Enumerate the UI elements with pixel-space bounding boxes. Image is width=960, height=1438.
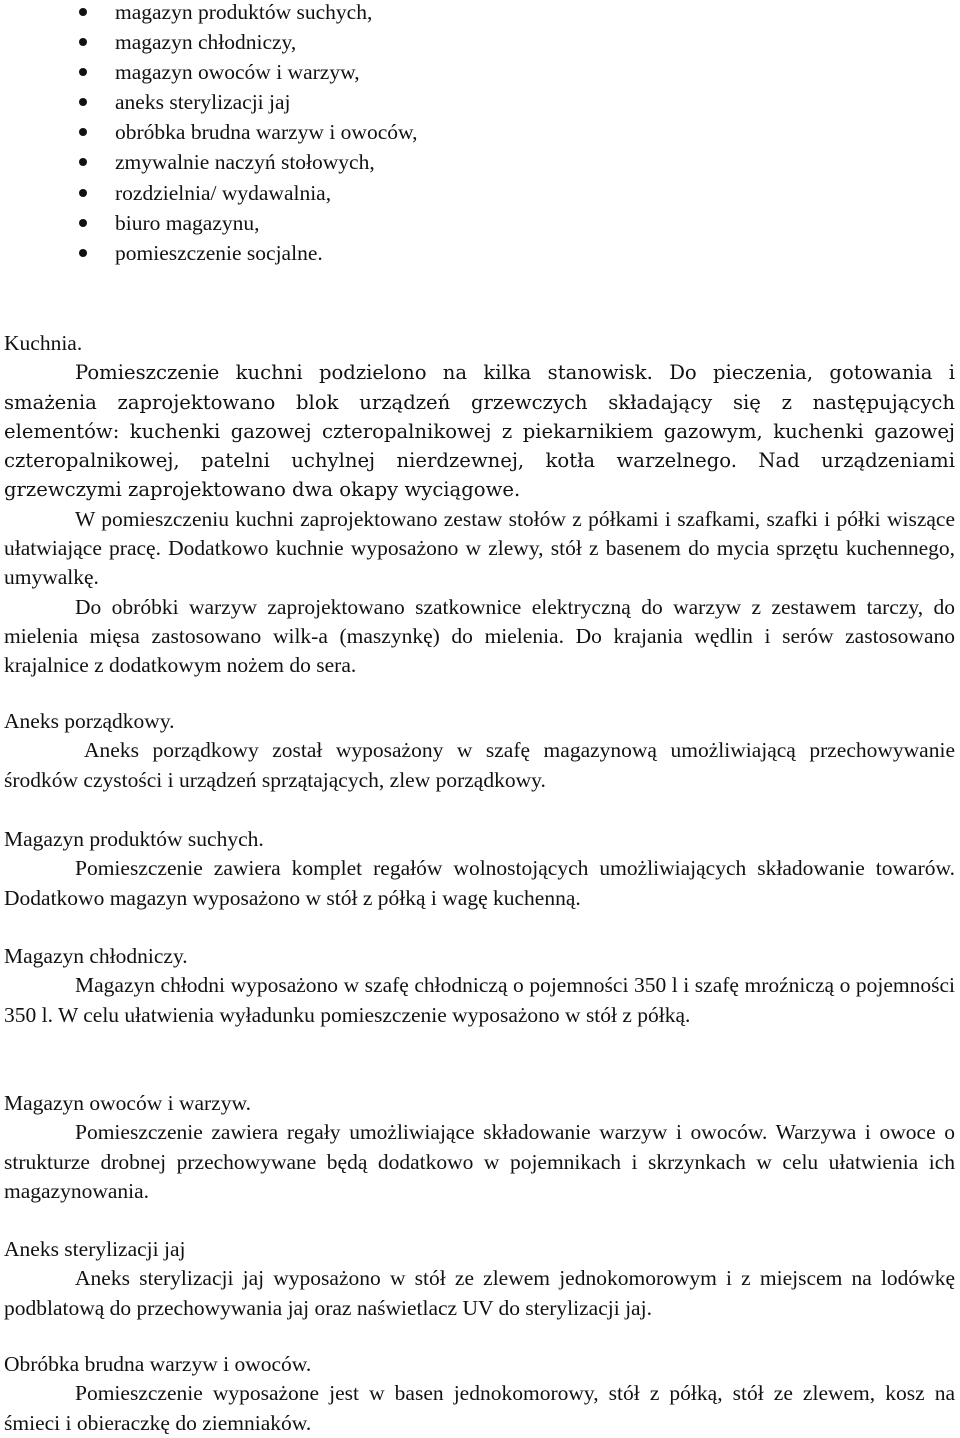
section-heading: Aneks porządkowy. [4, 709, 175, 733]
list-item: pomieszczenie socjalne. [0, 238, 960, 268]
section-heading: Magazyn chłodniczy. [4, 944, 188, 968]
list-item: magazyn produktów suchych, [0, 0, 960, 27]
section-obrobka-brudna [4, 1350, 955, 1438]
paragraph: W pomieszczeniu kuchni zaprojektowano zestaw stołów z półkami i szafkami, szafki i półki wiszące ułatwiające pracę. Dodatkowo kuchnie wyposażono w zlewy, stół z basenem do mycia sprzętu kuchennego, umywalkę. [4, 506, 955, 590]
section-magazyn-chlodniczy [4, 942, 955, 1030]
bullet-icon [79, 219, 87, 227]
paragraph: Pomieszczenie wyposażone jest w basen jednokomorowy, stół z półką, stół ze zlewem, kosz na śmieci i obieraczkę do ziemniaków. [4, 1381, 955, 1435]
list-item: magazyn chłodniczy, [0, 27, 960, 57]
paragraph: Pomieszczenie zawiera regały umożliwiające składowanie warzyw i owoców. Warzywa i owoce o strukturze drobnej przechowywane będą dodatkowo w pojemnikach i skrzynkach w celu ułatwienia ich magazynowania. [4, 1120, 955, 1203]
list-item: aneks sterylizacji jaj [0, 87, 960, 117]
paragraph: Pomieszczenie zawiera komplet regałów wolnostojących umożliwiających składowanie towarów. Dodatkowo magazyn wyposażono w stół z półką i wagę kuchenną. [4, 856, 955, 910]
bullet-icon [79, 128, 87, 136]
room-list [0, 0, 960, 268]
paragraph: Do obróbki warzyw zaprojektowano szatkownice elektryczną do warzyw z zestawem tarczy, do mielenia mięsa zastosowano wilk-a (maszynkę) do mielenia. Do krajania wędlin i serów zastosowano krajalnice z dodatkowym nożem do sera. [4, 594, 955, 678]
list-item: magazyn owoców i warzyw, [0, 57, 960, 87]
paragraph: Aneks sterylizacji jaj wyposażono w stół ze zlewem jednokomorowym i z miejscem na lodówkę podblatową do przechowywania jaj oraz naświetlacz UV do sterylizacji jaj. [4, 1266, 955, 1320]
bullet-icon [79, 249, 87, 257]
section-heading: Magazyn produktów suchych. [4, 827, 264, 851]
section-heading: Magazyn owoców i warzyw. [4, 1091, 251, 1115]
paragraph: Pomieszczenie kuchni podzielono na kilka stanowisk. Do pieczenia, gotowania i smażenia zaprojektowano blok urządzeń grzewczych składający się z następujących elementów: kuchenki gazowej czteropalnikowej z piekarnikiem gazowym, kuchenki gazowej czteropalnikowej, patelni uchylnej nierdzewnej, kotła warzelnego. Nad urządzeniami grzewczymi zaprojektowano dwa okapy wyciągowe. [4, 361, 955, 502]
list-item: biuro magazynu, [0, 208, 960, 238]
bullet-icon [79, 189, 87, 197]
bullet-icon [79, 68, 87, 76]
section-aneks-porzadkowy [4, 707, 955, 795]
paragraph: Aneks porządkowy został wyposażony w szafę magazynową umożliwiającą przechowywanie środków czystości i urządzeń sprzątających, zlew porządkowy. [4, 738, 955, 792]
bullet-icon [79, 158, 87, 166]
section-heading: Obróbka brudna warzyw i owoców. [4, 1352, 312, 1376]
list-item: zmywalnie naczyń stołowych, [0, 147, 960, 177]
list-item: obróbka brudna warzyw i owoców, [0, 117, 960, 147]
list-item: rozdzielnia/ wydawalnia, [0, 178, 960, 208]
section-magazyn-owocow [4, 1089, 955, 1206]
section-heading: Aneks sterylizacji jaj [4, 1237, 186, 1261]
section-heading: Kuchnia. [4, 331, 83, 355]
bullet-icon [79, 8, 87, 16]
section-kuchnia [4, 329, 955, 681]
paragraph: Magazyn chłodni wyposażono w szafę chłodniczą o pojemności 350 l i szafę mroźniczą o pojemności 350 l. W celu ułatwienia wyładunku pomieszczenie wyposażono w stół z półką. [4, 973, 955, 1027]
section-aneks-sterylizacji [4, 1235, 955, 1323]
bullet-icon [79, 38, 87, 46]
bullet-icon [79, 98, 87, 106]
section-magazyn-suchych [4, 825, 955, 913]
